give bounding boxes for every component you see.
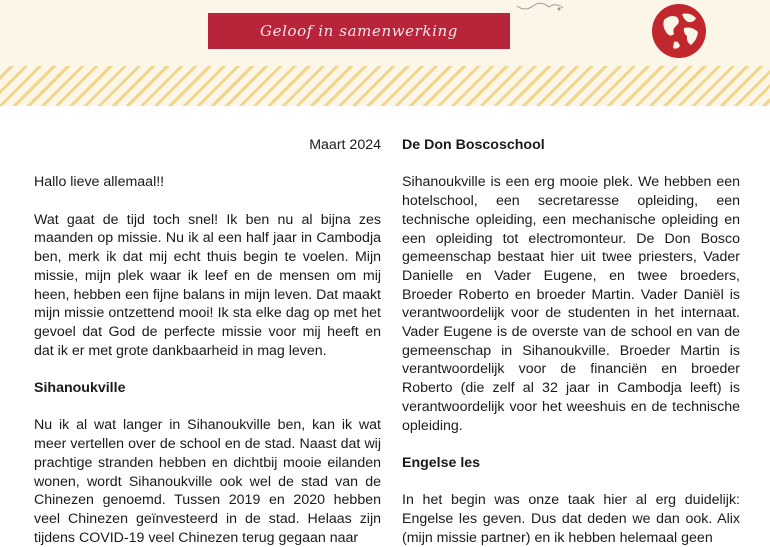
page-header	[0, 0, 770, 66]
intro-paragraph: Wat gaat de tijd toch snel! Ik ben nu al bijna zes maanden op missie. Nu ik al een half jaar in Cambodja ben, merk ik dat mij echt thuis begin te voelen. Mijn missie, mijn plek waar ik leef en de mensen om mij heen, hebben een fijne balans in mijn leven. Dat maakt mijn missie ontzettend mooi! Ik sta elke dag op met het gevoel dat God de perfecte missie voor mij heeft en dat ik er met grote dankbaarheid in mag leven.	[34, 211, 381, 359]
greeting: Hallo lieve allemaal!!	[34, 174, 165, 191]
sketch-decoration-icon	[515, 0, 565, 14]
striped-divider	[0, 66, 770, 106]
right-column	[402, 136, 740, 547]
title-banner	[208, 13, 510, 49]
english-paragraph: In het begin was onze taak hier al erg duidelijk: Engelse les geven. Dus dat deden we dan ook. Alix (mijn missie partner) en ik hebben helemaal geen	[402, 492, 740, 546]
left-column	[34, 136, 381, 547]
globe-icon	[650, 2, 708, 60]
heading-don-bosco-school: De Don Boscoschool	[402, 137, 545, 153]
heading-english-lessons: Engelse les	[402, 454, 481, 471]
banner-title: Geloof in samenwerking	[260, 22, 458, 40]
letter-date: Maart 2024	[309, 137, 381, 153]
school-paragraph: Sihanoukville is een erg mooie plek. We hebben een hotelschool, een secretaresse opleiding, een technische opleiding, een mechanische opleiding en een opleiding tot electromonteur. De Don Bosco gemeenschap bestaat hier uit twee priesters, Vader Danielle en Vader Eugene, en twee broeders, Broeder Roberto en broeder Martin. Vader Daniël is verantwoordelijk voor de studenten in het internaat. Vader Eugene is de overste van de school en van de gemeenschap in Sihanoukville. Broeder Martin is verantwoordelijk voor de financiën en broeder Roberto (die zelf al 32 jaar in Cambodja leeft) is verantwoordelijk voor het weeshuis en de technische opleiding.	[402, 174, 740, 434]
heading-sihanoukville: Sihanoukville	[34, 380, 126, 397]
city-paragraph: Nu ik al wat langer in Sihanoukville ben, kan ik wat meer vertellen over de school en de stad. Naast dat wij prachtige stranden hebben en dichtbij mooie eilanden wonen, wordt Sihanoukville ook wel de stad van de Chinezen genoemd. Tussen 2019 en 2020 hebben veel Chinezen geïnvesteerd in de stad. Helaas zijn tijdens COVID-19 veel Chinezen terug gegaan naar	[34, 417, 381, 546]
